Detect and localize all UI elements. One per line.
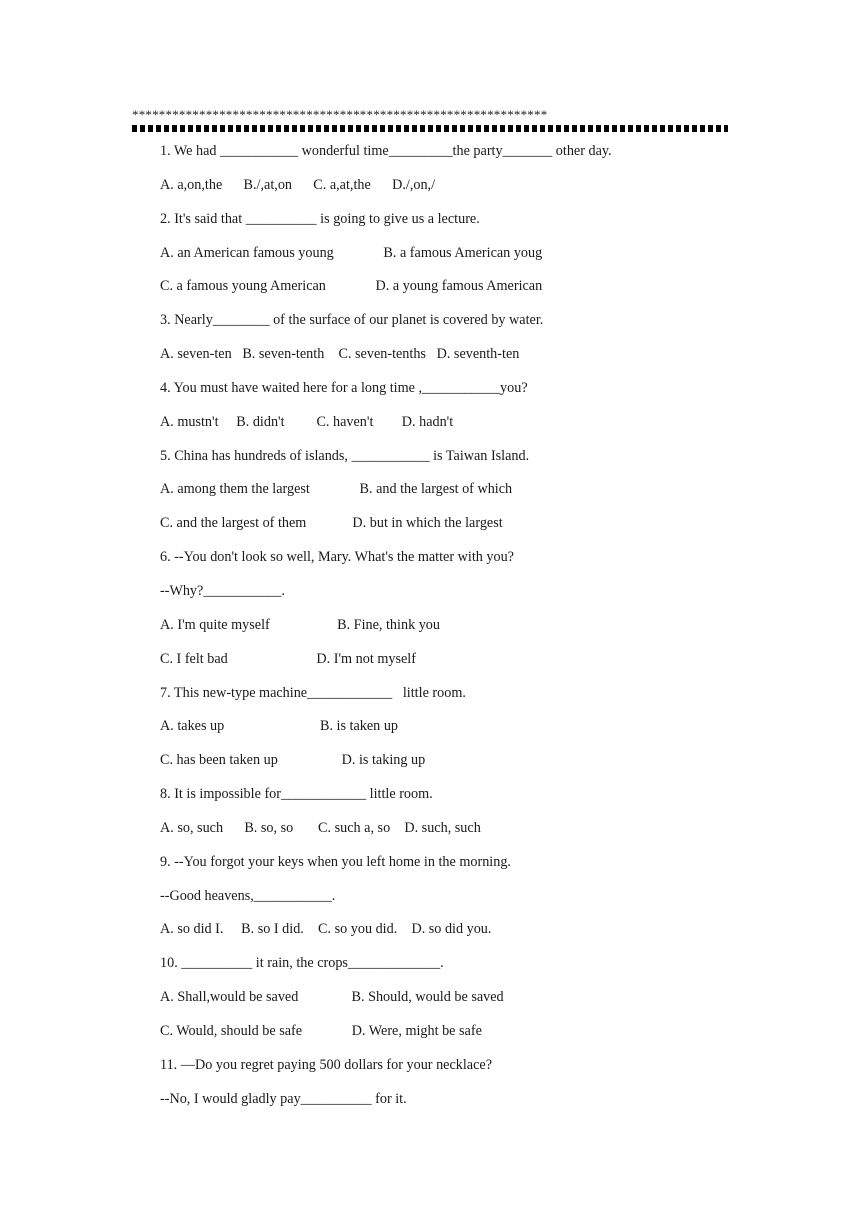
q1-stem: 1. We had ___________ wonderful time_________the party_______ other day. [160, 143, 612, 159]
question-list [160, 140, 800, 1121]
q5-options-ab: A. among them the largest B. and the largest of which [160, 481, 513, 498]
q10-options-ab: A. Shall,would be saved B. Should, would be saved [160, 989, 504, 1006]
q9-options: A. so did I. B. so I did. C. so you did. D. so did you. [160, 921, 492, 938]
q9-stem: 9. --You forgot your keys when you left home in the morning. [160, 853, 511, 870]
q6-response: --Why?___________. [160, 582, 285, 599]
q6-options-cd: C. I felt bad D. I'm not myself [160, 650, 416, 667]
q3-stem: 3. Nearly________ of the surface of our planet is covered by water. [160, 312, 544, 329]
q2-options-cd: C. a famous young American D. a young famous American [160, 278, 543, 295]
q9-response: --Good heavens,___________. [160, 887, 336, 904]
q4-options: A. mustn't B. didn't C. haven't D. hadn't [160, 413, 454, 430]
separator-stars: ************************************************************** [132, 107, 548, 122]
q10-options-cd: C. Would, should be safe D. Were, might be safe [160, 1022, 482, 1039]
q11-stem: 11. —Do you regret paying 500 dollars for your necklace? [160, 1056, 492, 1073]
q8-options: A. so, such B. so, so C. such a, so D. such, such [160, 819, 481, 836]
q2-stem: 2. It's said that __________ is going to give us a lecture. [160, 210, 480, 227]
q2-options-ab: A. an American famous young B. a famous American youg [160, 244, 543, 261]
q8-stem: 8. It is impossible for____________ little room. [160, 786, 433, 803]
q7-options-ab: A. takes up B. is taken up [160, 718, 399, 735]
q3-options: A. seven-ten B. seven-tenth C. seven-tenths D. seventh-ten [160, 346, 520, 363]
q4-stem: 4. You must have waited here for a long time ,___________you? [160, 379, 528, 396]
q1-options: A. a,on,the B./,at,on C. a,at,the D./,on,/ [160, 176, 436, 193]
q5-stem: 5. China has hundreds of islands, ___________ is Taiwan Island. [160, 447, 530, 464]
q7-options-cd: C. has been taken up D. is taking up [160, 752, 426, 769]
q7-stem: 7. This new-type machine____________ little room. [160, 684, 466, 701]
q11-response: --No, I would gladly pay__________ for it. [160, 1090, 407, 1107]
q6-stem: 6. --You don't look so well, Mary. What's the matter with you? [160, 549, 514, 566]
q10-stem: 10. __________ it rain, the crops_____________. [160, 955, 444, 972]
q6-options-ab: A. I'm quite myself B. Fine, think you [160, 616, 440, 633]
q5-options-cd: C. and the largest of them D. but in which the largest [160, 515, 503, 532]
separator-dashes [132, 125, 728, 132]
